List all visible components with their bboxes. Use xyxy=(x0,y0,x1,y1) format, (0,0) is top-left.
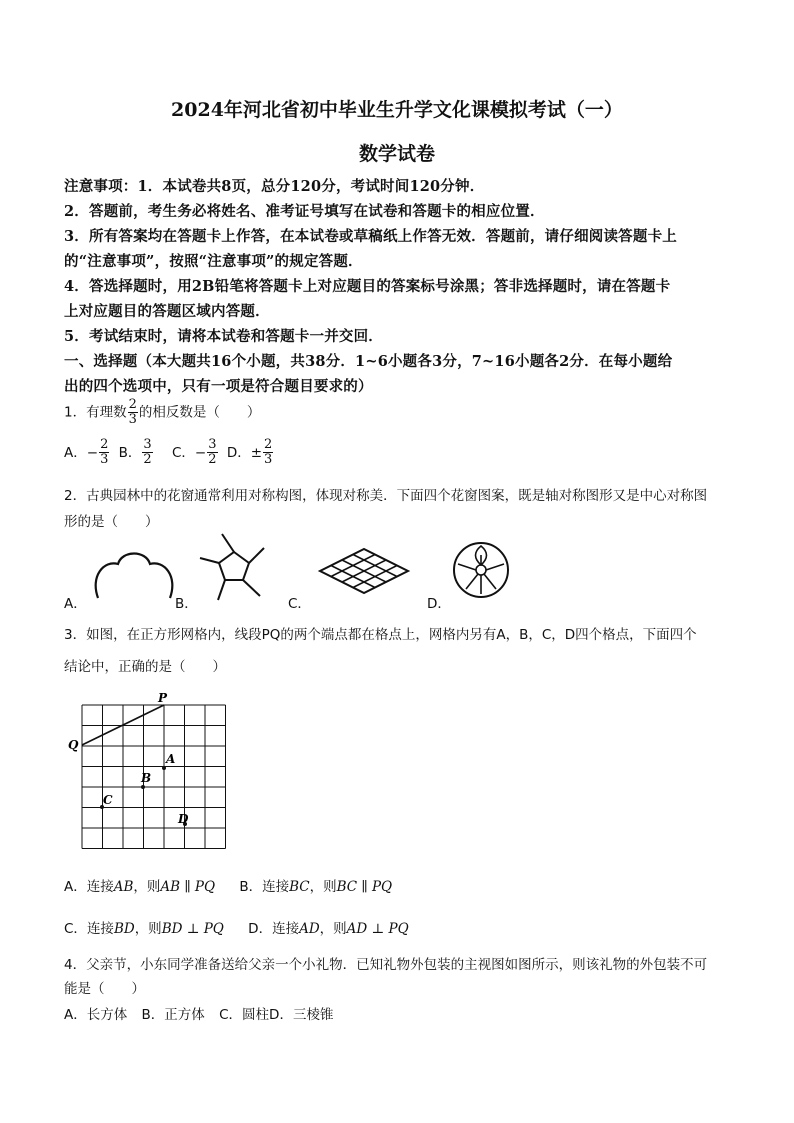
question-1-stem: 1．有理数 $\frac{2}{3}$ 的相反数是（ ） xyxy=(64,397,261,427)
question-3-stem-line-2: 结论中，正确的是（ ） xyxy=(64,659,226,675)
q2-option-c-label[interactable]: C． xyxy=(288,596,311,612)
note-line-3: 3．所有答案均在答题卡上作答，在本试卷或草稿纸上作答无效．答题前，请仔细阅读答题卡上 xyxy=(64,228,677,245)
q2-figure-d xyxy=(452,541,510,599)
q3-option-a[interactable]: A．连接AB，则AB ∥ PQ xyxy=(64,879,216,895)
q2-option-b-label[interactable]: B． xyxy=(175,596,198,612)
point-a xyxy=(162,766,166,770)
q3-option-d[interactable]: D．连接AD，则AD ⊥ PQ xyxy=(248,921,409,937)
label-a: A xyxy=(166,752,176,766)
q4-option-d[interactable]: D．三棱锥 xyxy=(269,1007,334,1023)
q1-fraction: $\frac{2}{3}$ xyxy=(128,397,137,427)
question-2-stem-line-1: 2．古典园林中的花窗通常利用对称构图，体现对称美．下面四个花窗图案，既是轴对称图形又是中心对称图 xyxy=(64,488,708,504)
q4-option-b[interactable]: B．正方体 xyxy=(141,1007,205,1023)
note-line-5: 4．答选择题时，用2B铅笔将答题卡上对应题目的答案标号涂黑；答非选择题时，请在答题卡 xyxy=(64,278,671,295)
label-p: P xyxy=(158,691,168,705)
question-3-stem-line-1: 3．如图，在正方形网格内，线段PQ的两个端点都在格点上，网格内另有A，B，C，D四个格点，下面四个 xyxy=(64,627,697,643)
q2-option-a-label[interactable]: A． xyxy=(64,596,87,612)
q3-options-row-2 xyxy=(64,917,409,937)
q1-option-c[interactable]: C．− $\frac{3}{2}$ xyxy=(171,437,217,467)
q2-option-d-label[interactable]: D． xyxy=(427,596,451,612)
q1-option-b[interactable]: B． $\frac{3}{2}$ xyxy=(118,437,152,467)
exam-title: 2024年河北省初中毕业生升学文化课模拟考试（一） xyxy=(171,99,623,121)
section-heading-line-1: 一、选择题（本大题共16个小题，共38分．1~6小题各3分，7~16小题各2分．在每小题给 xyxy=(64,353,673,370)
note-line-1: 注意事项：1．本试卷共8页，总分120分，考试时间120分钟． xyxy=(64,178,485,195)
q3-options-row-1 xyxy=(64,875,392,895)
question-2-stem-line-2: 形的是（ ） xyxy=(64,514,159,530)
note-line-4: 的“注意事项”，按照“注意事项”的规定答题． xyxy=(64,253,363,270)
q2-figure-b xyxy=(198,532,270,602)
note-line-7: 5．考试结束时，请将本试卷和答题卡一并交回． xyxy=(64,328,383,345)
question-4-stem-line-2: 能是（ ） xyxy=(64,981,145,997)
q4-option-a[interactable]: A．长方体 xyxy=(64,1007,128,1023)
exam-subtitle: 数学试卷 xyxy=(358,143,435,165)
q3-option-c[interactable]: C．连接BD，则BD ⊥ PQ xyxy=(64,921,224,937)
q2-figure-a xyxy=(92,548,176,602)
label-c: C xyxy=(103,793,113,807)
q1-option-d[interactable]: D．± $\frac{2}{3}$ xyxy=(226,437,273,467)
q3-option-b[interactable]: B．连接BC，则BC ∥ PQ xyxy=(239,879,393,895)
section-heading-line-2: 出的四个选项中，只有一项是符合题目要求的） xyxy=(64,378,373,395)
q4-option-c[interactable]: C．圆柱 xyxy=(219,1007,270,1023)
note-line-6: 上对应题目的答题区域内答题． xyxy=(64,303,270,320)
question-4-stem-line-1: 4．父亲节，小东同学准备送给父亲一个小礼物．已知礼物外包装的主视图如图所示，则该礼物的外包装不可 xyxy=(64,957,708,973)
question-4-options xyxy=(64,1003,333,1023)
q1-option-a[interactable]: A．− $\frac{2}{3}$ xyxy=(64,437,109,467)
label-b: B xyxy=(141,771,152,785)
q2-figure-c xyxy=(318,547,410,595)
label-d: D xyxy=(178,812,189,826)
point-b xyxy=(141,785,145,789)
note-line-2: 2．答题前，考生务必将姓名、准考证号填写在试卷和答题卡的相应位置． xyxy=(64,203,545,220)
question-1-options xyxy=(64,438,274,467)
label-q: Q xyxy=(68,738,79,752)
q3-grid-figure xyxy=(68,690,228,850)
